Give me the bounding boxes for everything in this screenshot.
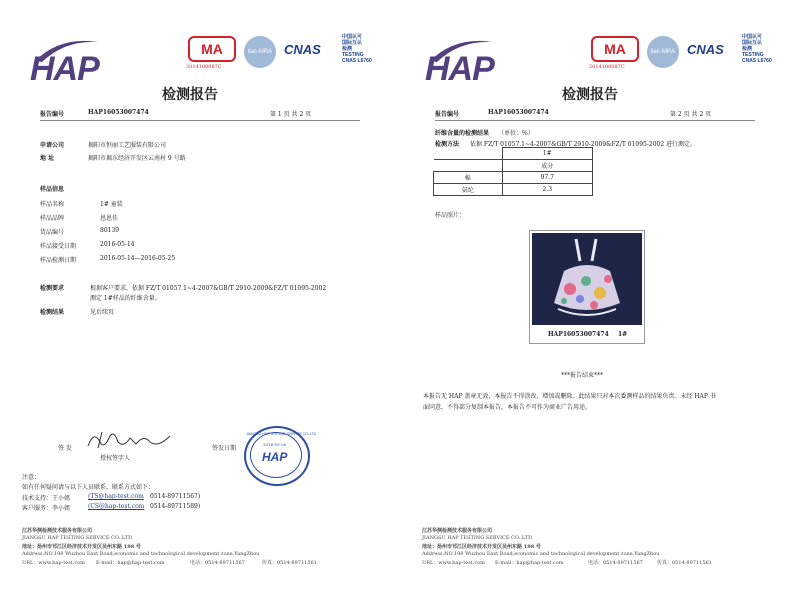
sample-value: 2016-05-14—2016-05-25 — [100, 255, 176, 262]
table-row: 氨纶 2.3 — [434, 184, 593, 196]
contact-email[interactable]: (CS@hap-test.com — [88, 503, 145, 510]
page-title: 检测报告 — [162, 87, 218, 103]
hap-logo: HAP — [30, 50, 99, 88]
footer-url[interactable]: URL：www.hap-test.com — [422, 560, 485, 566]
contact-role: 技术支持：王小姐 — [22, 495, 71, 502]
report-no: HAP16053007474 — [488, 109, 549, 116]
footer-address-cn: 地址：扬州市邗江区经济技术开发区吴州东路 198 号 — [422, 544, 541, 550]
ma-mark: MA — [188, 36, 236, 62]
report-no: HAP16053007474 — [88, 109, 149, 116]
report-no-label: 报告编号 — [40, 111, 65, 118]
seal-date: 2016-05-26 — [263, 442, 287, 447]
address-value: 揭阳市揭东经济开发区云南村 9 号路 — [88, 155, 186, 162]
table-sub-header: 成分 — [502, 160, 593, 172]
disclaimer-line1: 本报告无 HAP 盖章无效，本报告不得涂改，增加或删除。此结果只对本次委测样品的结果负责。未经 HAP 书 — [423, 393, 716, 400]
table-row: 棉 97.7 — [434, 172, 593, 184]
sample-label: 货品编号 — [40, 229, 65, 236]
page-info: 第 2 页 共 2 页 — [670, 111, 712, 118]
cnas-mark: CNAS — [687, 42, 724, 57]
contact-role: 客户服务：李小姐 — [22, 505, 71, 512]
page-title: 检测报告 — [562, 87, 618, 103]
ma-number: 2014100087C — [186, 64, 222, 70]
signature — [84, 428, 174, 452]
composition-table — [433, 147, 593, 196]
seal-logo: HAP — [262, 450, 288, 464]
applicant-label: 申请公司 — [40, 142, 65, 149]
seal-text: JIANGSU HAP TESTING SERVICE CO.,LTD — [246, 432, 317, 436]
footer-company-en: JIANGSU HAP TESTING SERVICE CO.,LTD — [22, 535, 133, 541]
photo-caption-number: 1# — [618, 331, 628, 338]
footer-fax: 传真：0514-89711561 — [657, 560, 712, 566]
footer-address-en: Address:NO.198 Wuzhou East Road,economic and technological development zone,YangZhou — [422, 551, 660, 557]
footer-email[interactable]: E-mail：hap@hap-test.com — [495, 560, 564, 566]
footer-tel: 电话：0514-89711567 — [190, 560, 245, 566]
method-text: 依据 FZ/T 01057.1~4-2007&GB/T 2910-2009&FZ/T 01095-2002 进行测定。 — [470, 141, 697, 148]
ilac-mra-mark: ilac-MRA — [244, 36, 276, 68]
test-requirement-line1: 根据客户要求，依据 FZ/T 01057.1~4-2007&GB/T 2910-2009&FZ/T 01095-2002 — [90, 285, 327, 292]
method-label: 检测方法 — [435, 141, 460, 148]
sample-label: 样品接受日期 — [40, 243, 77, 250]
footer-company-cn: 江苏华测检测技术服务有限公司 — [422, 528, 493, 534]
sample-value: 1# 童装 — [100, 201, 123, 208]
note-title: 注意： — [22, 474, 41, 481]
page-info: 第 1 页 共 2 页 — [270, 111, 312, 118]
test-requirement-line2: 测定 1#样品的纤维含量。 — [90, 295, 161, 302]
fiber-unit: （单位：%） — [498, 130, 534, 137]
sample-label: 样品检测日期 — [40, 257, 77, 264]
sample-photo — [530, 231, 644, 327]
company-seal — [244, 426, 317, 486]
footer-company-en: JIANGSU HAP TESTING SERVICE CO.,LTD — [422, 535, 533, 541]
hap-logo: HAP — [425, 50, 494, 88]
disclaimer-line2: 面同意，不得部分复制本报告，本报告不可作为商业广告用途。 — [423, 404, 592, 411]
cnas-info: 中国认可 国际互认 检测 TESTING CNAS L6760 — [742, 34, 772, 64]
photo-label: 样品照片： — [435, 212, 466, 219]
sample-value: 2016-05-14 — [100, 241, 135, 248]
divider — [40, 120, 360, 121]
footer-fax: 传真：0514-89711561 — [262, 560, 317, 566]
report-no-label: 报告编号 — [435, 111, 460, 118]
test-requirement-label: 检测要求 — [40, 285, 65, 292]
applicant-value: 揭阳市恒丽工艺服装有限公司 — [88, 142, 167, 149]
footer-address-en: Address:NO.198 Wuzhou East Road,economic and technological development zone,YangZhou — [22, 551, 260, 557]
footer-company-cn: 江苏华测检测技术服务有限公司 — [22, 528, 93, 534]
cnas-mark: CNAS — [284, 42, 321, 57]
cnas-info: 中国认可 国际互认 检测 TESTING CNAS L6760 — [342, 34, 372, 64]
contact-email[interactable]: (TS@hap-test.com — [88, 493, 144, 500]
footer-tel: 电话：0514-89711567 — [588, 560, 643, 566]
contact-phone: 0514-89711567) — [150, 493, 201, 500]
ma-mark: MA — [591, 36, 639, 62]
report-end: ***报告结束*** — [561, 372, 604, 379]
ma-number: 2014100087C — [589, 64, 625, 70]
photo-caption: HAP16053007474 — [548, 331, 609, 338]
fiber-title: 纤维含量的检测结果 — [435, 130, 490, 137]
divider — [435, 120, 755, 121]
sample-info-title: 样品信息 — [40, 186, 65, 193]
sample-label: 样品名称 — [40, 201, 65, 208]
test-result-value: 见后续页 — [90, 309, 115, 316]
address-label: 地 址 — [40, 155, 55, 162]
test-result-label: 检测结果 — [40, 309, 65, 316]
sample-value: 恩恩佳 — [100, 215, 119, 222]
sign-label: 签 发 — [58, 445, 72, 452]
table-header: 1# — [502, 148, 593, 160]
footer-email[interactable]: E-mail：hap@hap-test.com — [96, 560, 165, 566]
sign-date-label: 签发日期 — [212, 445, 237, 452]
ilac-mra-mark: ilac-MRA — [647, 36, 679, 68]
sample-value: 80139 — [100, 227, 120, 234]
sample-label: 样品品牌 — [40, 215, 65, 222]
footer-url[interactable]: URL：www.hap-test.com — [22, 560, 85, 566]
contact-phone: 0514-89711589) — [150, 503, 201, 510]
sample-photo-frame — [529, 230, 645, 344]
footer-address-cn: 地址：扬州市邗江区经济技术开发区吴州东路 198 号 — [22, 544, 141, 550]
report-page-2 — [395, 0, 790, 600]
note-line: 如有任何疑问请与以下人员联系，联系方式如下： — [22, 484, 155, 491]
signatory-title: 授权签字人 — [100, 455, 131, 462]
